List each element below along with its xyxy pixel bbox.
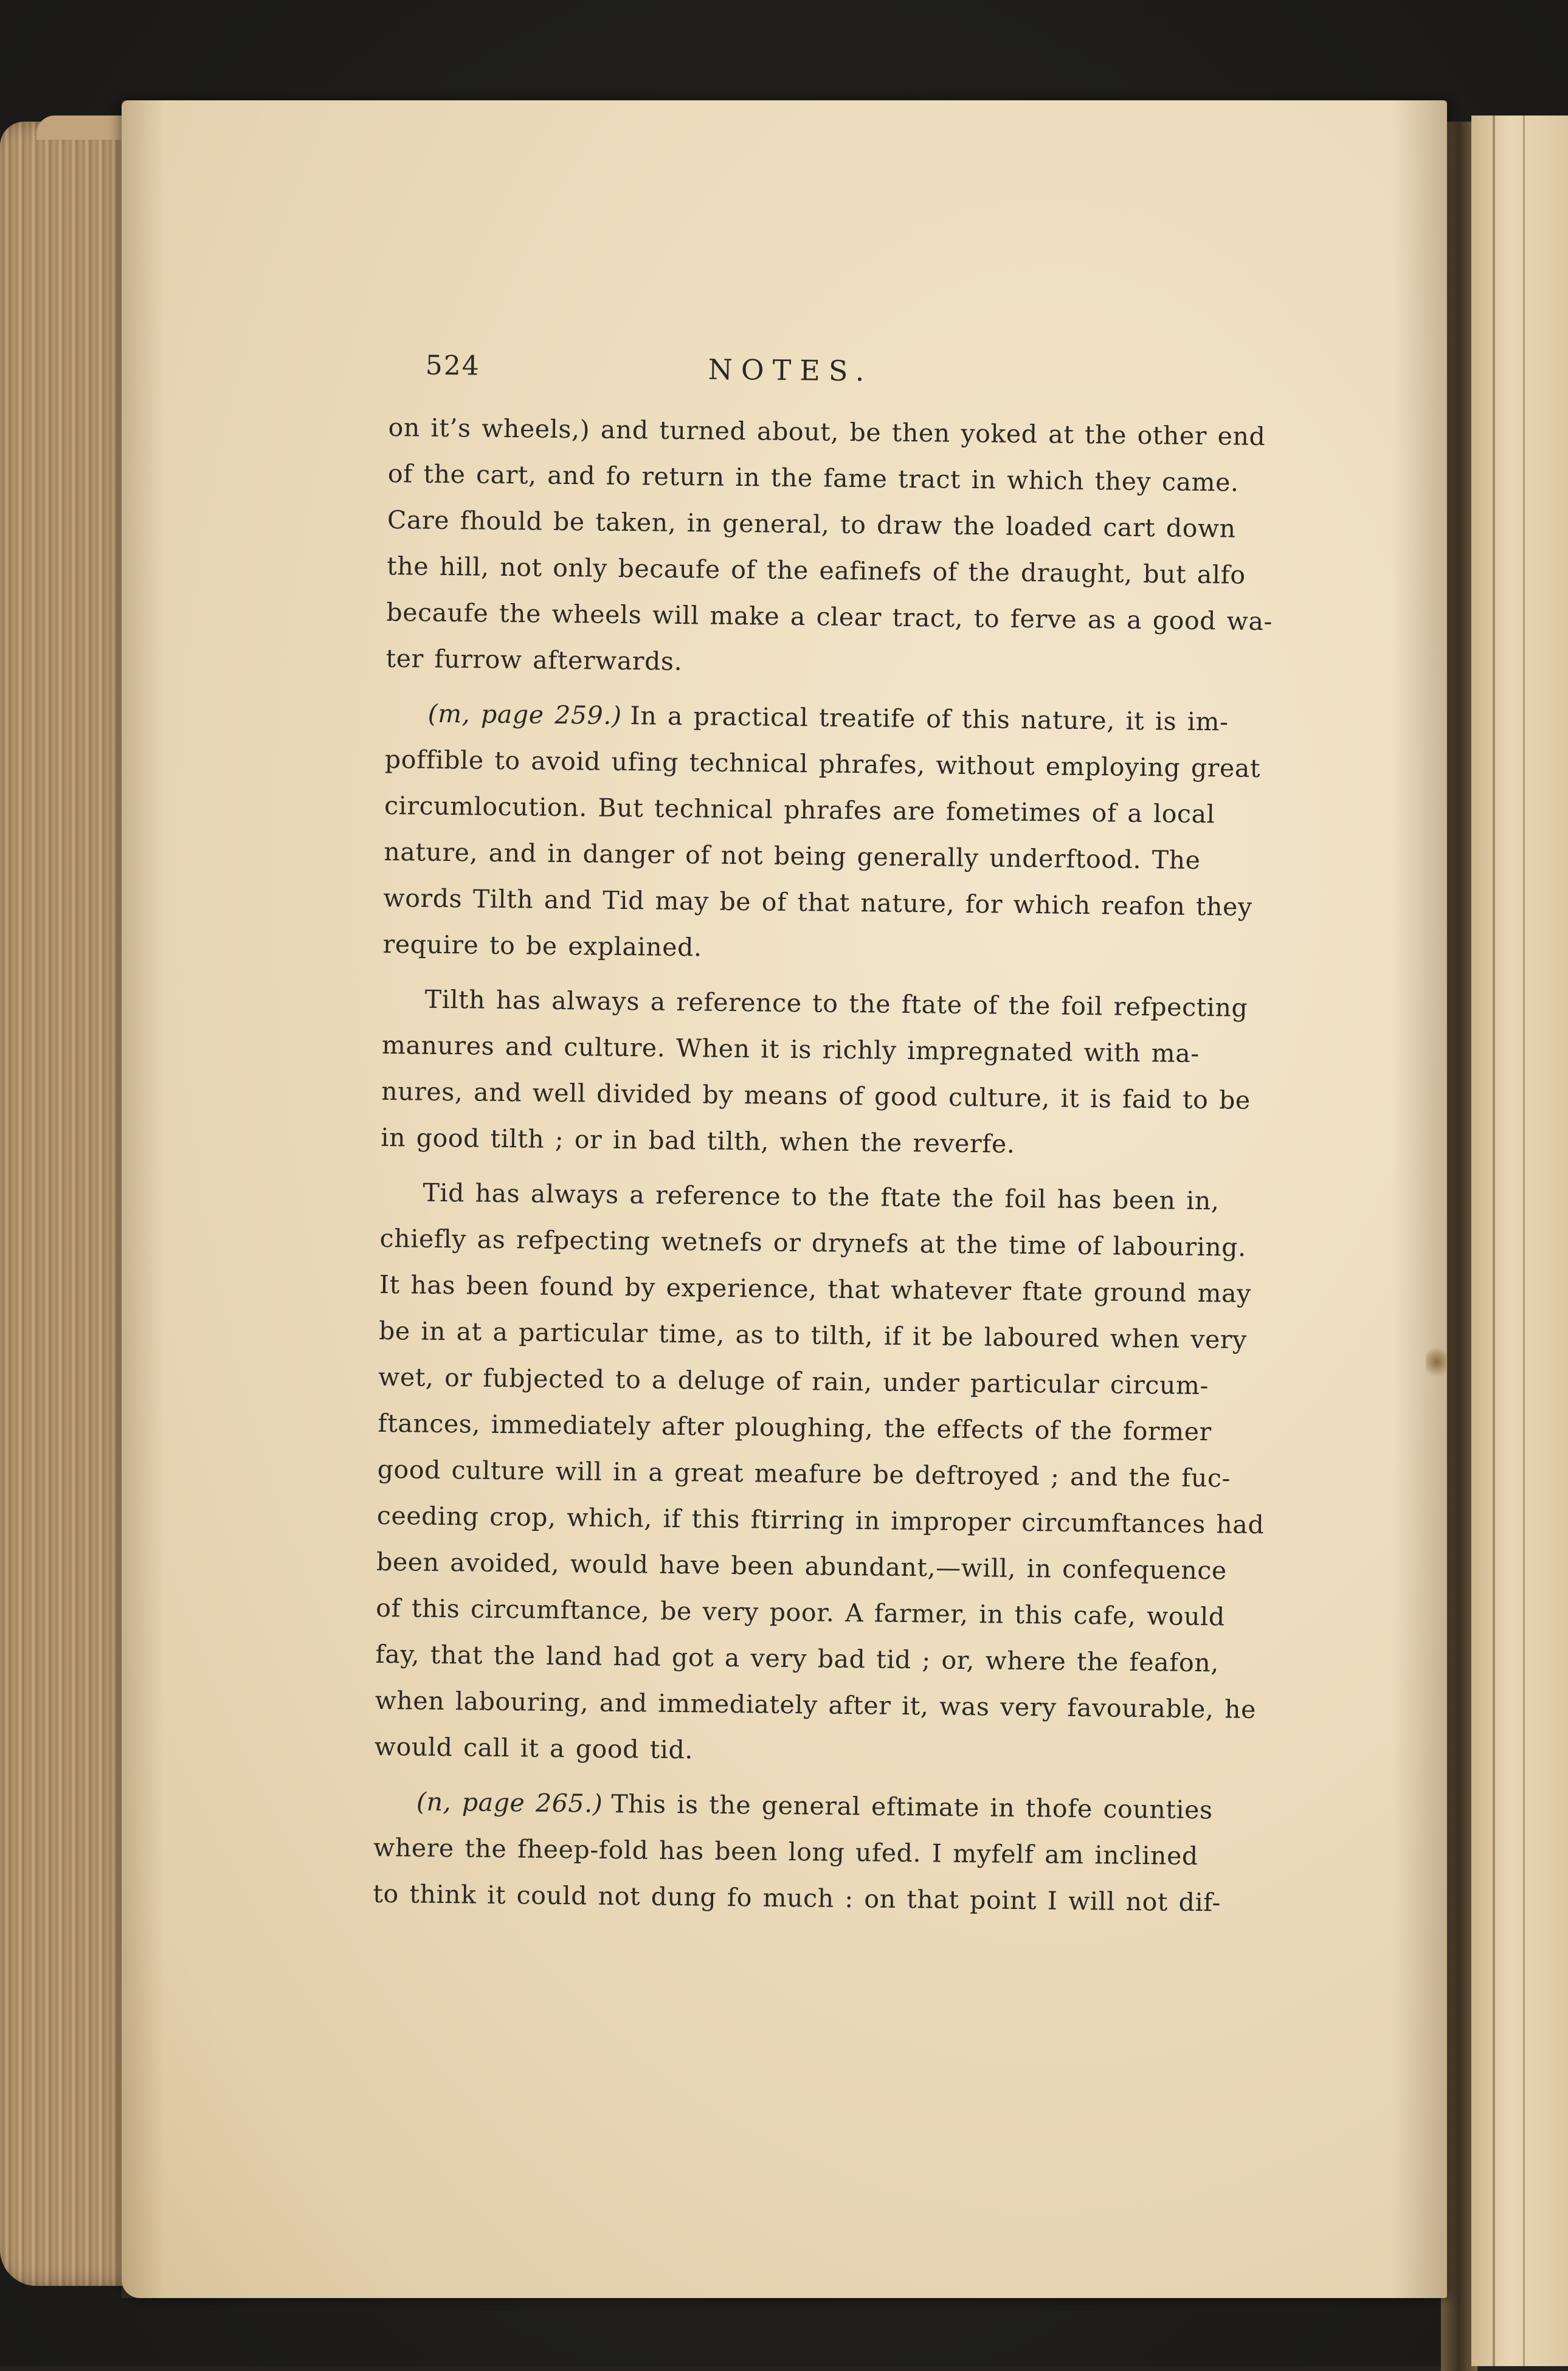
text-line: becaufe the wheels will make a clear tract, to ferve as a good wa- <box>386 597 1273 637</box>
text-line: good culture will in a great meafure be deftroyed ; and the fuc- <box>377 1454 1231 1493</box>
page-number: 524 <box>425 350 480 382</box>
text-line: manures and culture. When it is richly impregnated with ma- <box>381 1030 1200 1069</box>
body-text <box>373 404 1273 1926</box>
running-head: NOTES. <box>708 353 873 388</box>
text-line: ftances, immediately after ploughing, the effects of the former <box>378 1408 1212 1447</box>
text-line: fay, that the land had got a very bad tid ; or, where the feafon, <box>375 1639 1220 1678</box>
note-reference: (n, page 265.) <box>416 1787 603 1818</box>
text-line: poffible to avoid ufing technical phrafes, without employing great <box>384 744 1261 784</box>
text-line: when labouring, and immediately after it, was very favourable, he <box>375 1685 1257 1725</box>
next-page-fold-line-2 <box>1523 116 1525 2366</box>
page-edge-stack <box>0 122 140 2286</box>
text-line: wet, or fubjected to a deluge of rain, under particular circum- <box>378 1362 1209 1401</box>
text-line-content: This is the general eftimate in thofe counties <box>611 1789 1213 1825</box>
page-text-block <box>373 350 1273 1926</box>
text-line: Tid has always a reference to the ftate the foil has been in, <box>423 1178 1220 1216</box>
text-line: chiefly as refpecting wetnefs or drynefs at the time of labouring. <box>379 1223 1247 1262</box>
note-line <box>374 1778 1226 1834</box>
text-line: nures, and well divided by means of good culture, it is faid to be <box>381 1076 1251 1115</box>
text-line: ter furrow afterwards. <box>385 643 683 677</box>
text-line: be in at a particular time, as to tilth, if it be laboured when very <box>378 1316 1248 1355</box>
next-page-edge <box>1471 116 1568 2366</box>
text-line: Care fhould be taken, in general, to draw the loaded cart down <box>387 505 1236 544</box>
text-line: circumlocution. But technical phrafes are fometimes of a local <box>384 790 1215 829</box>
text-line: require to be explained. <box>382 929 702 962</box>
text-line: in good tilth ; or in bad tilth, when the reverfe. <box>381 1122 1015 1159</box>
page-header <box>389 350 1240 413</box>
text-line: would call it a good tid. <box>374 1731 694 1765</box>
text-line: been avoided, would have been abundant,—will, in confequence <box>376 1547 1228 1586</box>
text-line: words Tilth and Tid may be of that nature, for which reafon they <box>383 883 1253 922</box>
text-line: of this circumftance, be very poor. A farmer, in this cafe, would <box>376 1593 1225 1632</box>
note-line <box>385 690 1237 745</box>
text-line: It has been found by experience, that whatever ftate ground may <box>379 1269 1252 1308</box>
text-line: the hill, not only becaufe of the eafinefs of the draught, but alfo <box>387 551 1246 590</box>
text-line: where the fheep-fold has been long ufed. I myfelf am inclined <box>373 1832 1199 1871</box>
text-line: Tilth has always a reference to the ftate of the foil refpecting <box>424 984 1248 1023</box>
text-line: on it’s wheels,) and turned about, be then yoked at the other end <box>388 412 1266 452</box>
text-line-content: In a practical treatife of this nature, it is im- <box>630 701 1229 737</box>
text-line: to think it could not dung fo much : on that point I will not dif- <box>373 1879 1221 1917</box>
next-page-fold-line <box>1493 116 1495 2366</box>
text-line: ceeding crop, which, if this ftirring in improper circumftances had <box>376 1500 1265 1540</box>
text-line: of the cart, and fo return in the fame tract in which they came. <box>387 458 1239 497</box>
page-stain <box>1426 1344 1448 1380</box>
note-reference: (m, page 259.) <box>427 699 622 731</box>
text-line: nature, and in danger of not being generally underftood. The <box>384 837 1201 875</box>
